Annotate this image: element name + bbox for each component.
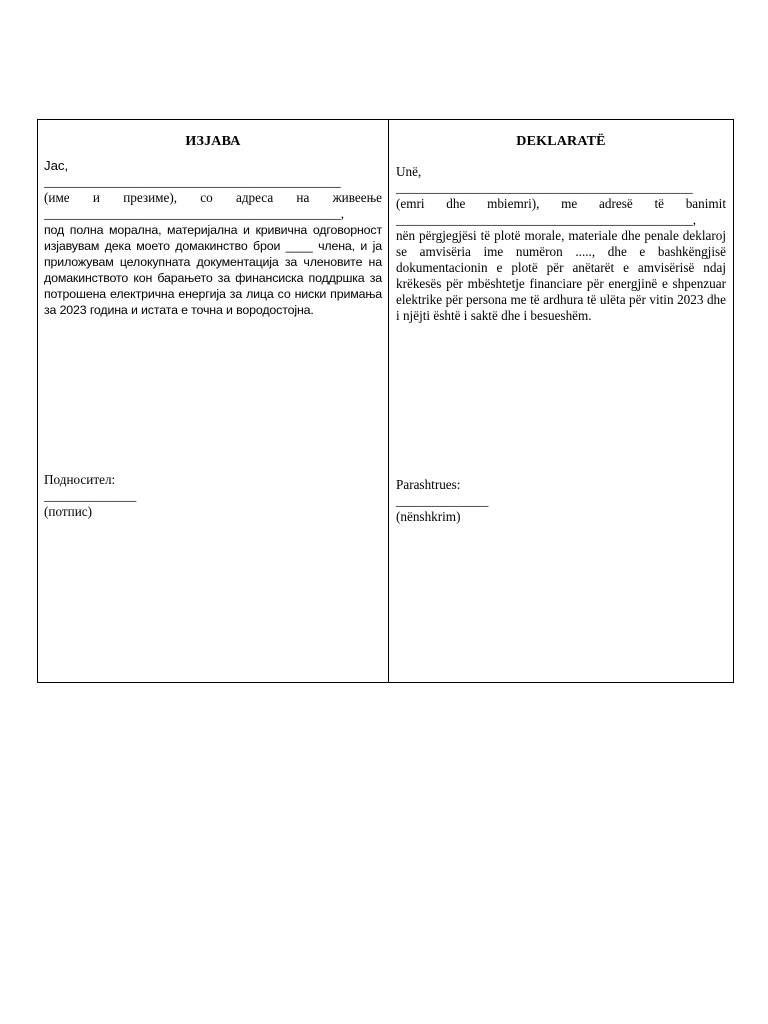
column-heading: ИЗЈАВА: [185, 134, 241, 149]
signature-block: [396, 477, 488, 525]
declaration-body: nën përgjegjësi të plotë morale, materiale dhe penale deklaroj se amvisëria ime numëron ....., dhe e bashkëngjisë dokumentacionin e plotë për anëtarët e amvisërisë ndaj krëkesës për mbështetje financiare për energjinë e shpenzuar elektrike për persona me të ardhura të ulëta për vitin 2023 dhe i njëjti është i saktë dhe i besueshëm.: [396, 228, 726, 323]
greeting: Јас,: [44, 158, 69, 173]
signature-block: [44, 472, 136, 520]
signature-caption: (nënshkrim): [396, 509, 461, 524]
signer-label: Parashtrues:: [396, 477, 461, 492]
column-heading: DEKLARATË: [516, 134, 606, 149]
address-blank-line: _____________________________________________,: [44, 206, 345, 221]
macedonian-column: [38, 120, 389, 682]
signature-line: ______________: [44, 488, 137, 503]
name-blank-line: _____________________________________________: [396, 180, 693, 195]
signer-label: Подносител:: [44, 472, 116, 487]
declaration-body: под полна морална, материјална и кривична одговорност изјавувам дека моето домакинство брои ____ члена, и ја приложувам целокупната документација за членовите на домакинството кон барањето за финансиска поддршка за потрошена електрична енергија за лица со ниски примања за 2023 година и истата е точна и вородостојна.: [44, 223, 382, 317]
name-address-caption: (emri dhe mbiemri), me adresë të banimit: [396, 196, 726, 211]
signature-line: ______________: [396, 493, 489, 508]
greeting: Unë,: [396, 164, 422, 179]
albanian-column: [389, 120, 733, 682]
declaration-table: [37, 119, 734, 683]
signature-caption: (потпис): [44, 504, 92, 519]
name-address-caption: (име и презиме), со адреса на живеење: [44, 190, 382, 205]
name-blank-line: _____________________________________________: [44, 174, 341, 189]
address-blank-line: _____________________________________________,: [396, 212, 697, 227]
